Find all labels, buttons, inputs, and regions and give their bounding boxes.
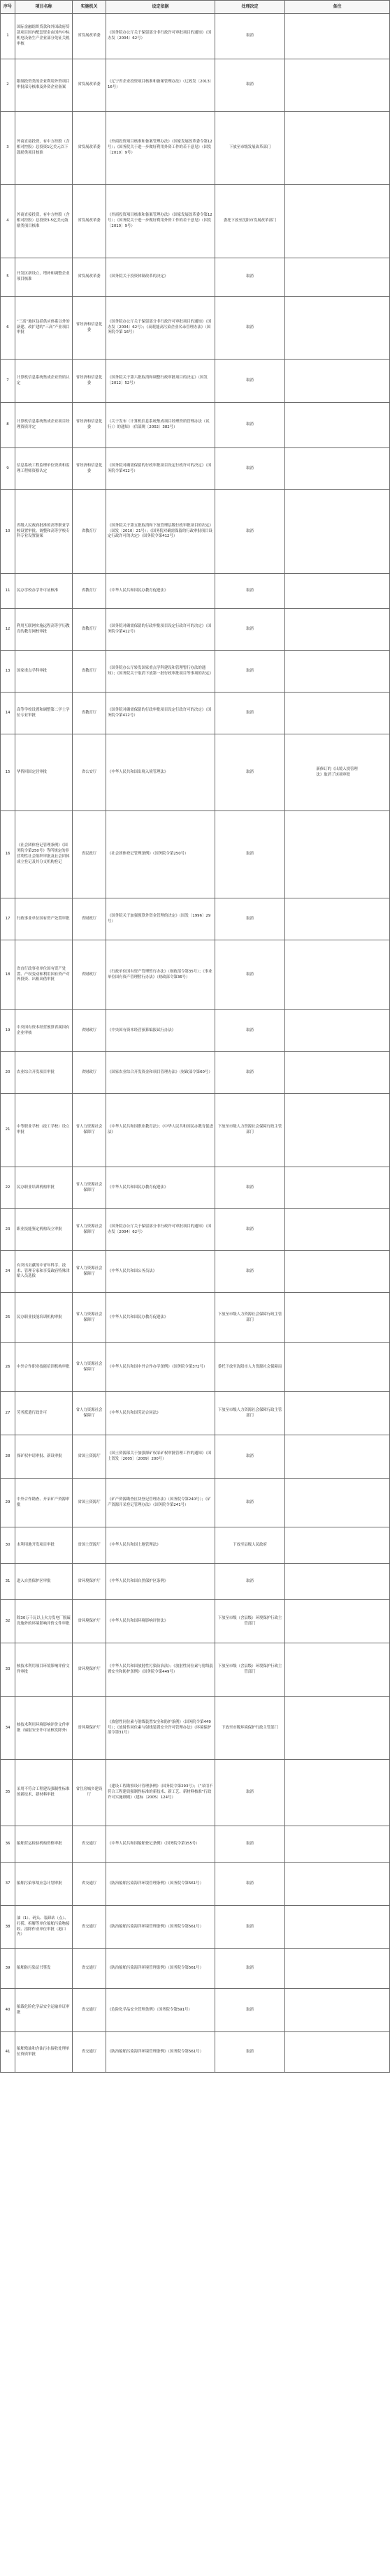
cell-remark xyxy=(285,1906,390,1949)
cell-remark xyxy=(285,14,390,59)
table-header-row xyxy=(0,0,390,14)
header-no: 序号 xyxy=(0,0,15,14)
cell-decision: 取消 xyxy=(215,490,285,574)
cell-no: 40 xyxy=(0,1989,15,2032)
table-row xyxy=(0,1760,390,1826)
cell-no: 3 xyxy=(0,112,15,185)
cell-basis: 《国土资源部关于加强探矿权采矿权审批管理工作的通知》（国土资发〔2005〕〔2009〕200号） xyxy=(106,1435,215,1479)
cell-decision: 取消 xyxy=(215,811,285,898)
cell-remark xyxy=(285,651,390,693)
cell-remark xyxy=(285,490,390,574)
table-row xyxy=(0,1010,390,1052)
table-row xyxy=(0,1167,390,1209)
cell-agency: 省住房城乡建设厅 xyxy=(73,1760,106,1826)
cell-no: 34 xyxy=(0,1697,15,1760)
cell-decision: 取消 xyxy=(215,1989,285,2032)
cell-no: 36 xyxy=(0,1826,15,1863)
cell-no: 13 xyxy=(0,651,15,693)
cell-remark xyxy=(285,1826,390,1863)
table-row xyxy=(0,1293,390,1343)
cell-decision: 下放至市级（含县级）环境保护行政主管部门 xyxy=(215,1600,285,1643)
cell-no: 17 xyxy=(0,898,15,940)
cell-agency: 省财政厅 xyxy=(73,940,106,1010)
table-row xyxy=(0,360,390,403)
cell-name: “三高”地区包括供应体系以外的新建、改扩建的“三高”产业项目审批 xyxy=(15,297,73,360)
cell-no: 27 xyxy=(0,1392,15,1435)
cell-decision: 取消 xyxy=(215,59,285,112)
table-row xyxy=(0,1906,390,1949)
cell-basis: 《中华人民共和国职业教育法》；《中华人民共和国民办教育促进法》 xyxy=(106,1094,215,1167)
table-row xyxy=(0,1251,390,1293)
cell-remark xyxy=(285,59,390,112)
cell-basis: 《国务院对确需保留的行政审批项目设定行政许可的决定》（国务院令第412号） xyxy=(106,609,215,651)
cell-decision: 下放至市级人力资源社会保障行政主管部门 xyxy=(215,1392,285,1435)
cell-remark xyxy=(285,448,390,490)
cell-name: 除30万千瓦以上火力发电厂脱硫设施外的环境影响评价文件审批 xyxy=(15,1600,73,1643)
cell-agency: 省人力资源社会保障厅 xyxy=(73,1293,106,1343)
cell-decision: 取消 xyxy=(215,448,285,490)
cell-decision: 取消 xyxy=(215,940,285,1010)
cell-no: 41 xyxy=(0,2032,15,2073)
cell-remark xyxy=(285,2032,390,2073)
cell-agency: 省教育厅 xyxy=(73,651,106,693)
cell-no: 12 xyxy=(0,609,15,651)
cell-basis: 《危险化学品安全管理条例》（国务院令第591号） xyxy=(106,1989,215,2032)
cell-name: 外商直接投资，有中方控股（含相对控股）总投资1亿美元以下鼓励类项目核准 xyxy=(15,112,73,185)
cell-agency: 省人力资源社会保障厅 xyxy=(73,1343,106,1392)
cell-decision: 取消 xyxy=(215,574,285,609)
cell-remark xyxy=(285,185,390,258)
cell-name: 船舶营运检验机构资格审批 xyxy=(15,1826,73,1863)
table-row xyxy=(0,693,390,734)
cell-basis: 《国务院办公厅关于保留部分非行政许可审批项目的通知》（国办发〔2004〕62号） xyxy=(106,1209,215,1251)
cell-name: 民办职业技能培训机构审批 xyxy=(15,1293,73,1343)
cell-name: 《社会团体登记管理条例》《国务院令第250号》等所规定的非营利性社会组织审批及社会团体成立登记及其分支机构登记 xyxy=(15,811,73,898)
cell-decision: 委托下放至沈阳市发展改革部门 xyxy=(215,185,285,258)
cell-remark xyxy=(285,734,390,811)
cell-basis: 《国家农业综合开发资金和项目管理办法》（财政部令第60号） xyxy=(106,1052,215,1094)
cell-no: 5 xyxy=(0,258,15,297)
cell-no: 4 xyxy=(0,185,15,258)
header-name: 项目名称 xyxy=(15,0,73,14)
cell-basis: 《中华人民共和国民办教育促进法》 xyxy=(106,1293,215,1343)
cell-name: 华侨回国定居审批 xyxy=(15,734,73,811)
cell-agency: 省交通厅 xyxy=(73,1863,106,1906)
cell-agency: 省交通厅 xyxy=(73,2032,106,2073)
cell-no: 35 xyxy=(0,1760,15,1826)
cell-remark xyxy=(285,898,390,940)
cell-name: 外商直接投资，有中方控股（含相对控股）总投资3-5亿美元鼓励类项目核准 xyxy=(15,185,73,258)
cell-no: 7 xyxy=(0,360,15,403)
cell-decision: 下放至市级人力资源社会保障行政主管部门 xyxy=(215,1293,285,1343)
cell-no: 16 xyxy=(0,811,15,898)
cell-agency: 省财政厅 xyxy=(73,1052,106,1094)
cell-decision: 取消 xyxy=(215,609,285,651)
cell-remark xyxy=(285,1527,390,1564)
cell-decision: 取消 xyxy=(215,1479,285,1527)
table-row xyxy=(0,1697,390,1760)
cell-remark xyxy=(285,1989,390,2032)
cell-agency: 省人力资源社会保障厅 xyxy=(73,1167,106,1209)
table-row xyxy=(0,1479,390,1527)
cell-decision: 下放至市级人力资源社会保障行政主管部门 xyxy=(215,1094,285,1167)
table-row xyxy=(0,574,390,609)
cell-remark xyxy=(285,1293,390,1343)
cell-agency: 省教育厅 xyxy=(73,574,106,609)
cell-agency: 省发展改革委 xyxy=(73,258,106,297)
cell-name: 进入自然保护区审批 xyxy=(15,1564,73,1600)
cell-no: 26 xyxy=(0,1343,15,1392)
cell-no: 21 xyxy=(0,1094,15,1167)
cell-basis: 《国务院办公厅关于保留部分非行政许可审批项目的通知》（国办发〔2004〕62号） xyxy=(106,14,215,59)
table-row xyxy=(0,1527,390,1564)
cell-no: 9 xyxy=(0,448,15,490)
cell-name: 信息系统工程监理单位资质和监理工程师资格认定 xyxy=(15,448,73,490)
cell-name: 利用互联网实施远程高等学历教育的教育网校审批 xyxy=(15,609,73,651)
cell-remark xyxy=(285,1209,390,1251)
cell-agency: 省经济和信息化委 xyxy=(73,360,106,403)
cell-basis: 《中华人民共和国放射性污染防治法》；《放射性同位素与射线装置安全和防护条例》（国务院令第449号） xyxy=(106,1643,215,1697)
cell-remark xyxy=(285,1010,390,1052)
cell-remark xyxy=(285,1949,390,1989)
cell-basis: 《国务院对确需保留的行政审批项目设定行政许可的决定》（国务院令第412号） xyxy=(106,693,215,734)
header-basis: 设定依据 xyxy=(106,0,215,14)
table-row xyxy=(0,59,390,112)
cell-no: 22 xyxy=(0,1167,15,1209)
cell-name: 省级人民政府批准的高等职业学校设置审批、调整和高等学校专科专业设置备案 xyxy=(15,490,73,574)
table-row xyxy=(0,14,390,59)
cell-decision: 取消 xyxy=(215,1251,285,1293)
cell-agency: 省环境保护厅 xyxy=(73,1600,106,1643)
cell-basis: 《辽宁省企业投资项目核准和备案管理办法》（辽政发〔2013〕16号） xyxy=(106,59,215,112)
cell-basis: 《中华人民共和国中外合作办学条例》（国务院令第372号） xyxy=(106,1343,215,1392)
cell-agency: 省发展改革委 xyxy=(73,185,106,258)
cell-basis: 《防治船舶污染海洋环境管理条例》（国务院令第561号） xyxy=(106,1949,215,1989)
cell-decision: 取消 xyxy=(215,1209,285,1251)
table-row xyxy=(0,297,390,360)
cell-agency: 省国土资源厅 xyxy=(73,1435,106,1479)
cell-no: 37 xyxy=(0,1863,15,1906)
cell-decision: 取消 xyxy=(215,1760,285,1826)
cell-agency: 省公安厅 xyxy=(73,734,106,811)
header-agency: 实施机关 xyxy=(73,0,106,14)
cell-basis: 《中华人民共和国出境入境管理法》 xyxy=(106,734,215,811)
cell-remark xyxy=(285,1760,390,1826)
cell-remark xyxy=(285,1052,390,1094)
table-row xyxy=(0,609,390,651)
cell-remark xyxy=(285,1167,390,1209)
table-row xyxy=(0,1949,390,1989)
cell-remark xyxy=(285,940,390,1010)
cell-agency: 省经济和信息化委 xyxy=(73,297,106,360)
table-row xyxy=(0,1052,390,1094)
cell-decision: 取消 xyxy=(215,1435,285,1479)
cell-no: 20 xyxy=(0,1052,15,1094)
cell-name: 核技术利用环境影响评价文件审批（辐射安全许可证核发除外） xyxy=(15,1697,73,1760)
cell-agency: 省发展改革委 xyxy=(73,59,106,112)
cell-remark xyxy=(285,1435,390,1479)
cell-name: 船舶污染事故应急计划审批 xyxy=(15,1863,73,1906)
cell-decision: 取消 xyxy=(215,1949,285,1989)
cell-remark xyxy=(285,1600,390,1643)
cell-no: 14 xyxy=(0,693,15,734)
cell-name: 限制投资类的企业利用外资项目审批部分核准及外资企业备案 xyxy=(15,59,73,112)
table-row xyxy=(0,448,390,490)
cell-remark xyxy=(285,574,390,609)
cell-name: 高等学校设置和调整第二学士学位专业审批 xyxy=(15,693,73,734)
cell-no: 38 xyxy=(0,1906,15,1949)
cell-no: 1 xyxy=(0,14,15,59)
cell-name: 核技术利用项目环境影响评价文件审批 xyxy=(15,1643,73,1697)
cell-agency: 省民政厅 xyxy=(73,811,106,898)
cell-agency: 省教育厅 xyxy=(73,490,106,574)
cell-basis: 《中央国有资本经营预算编报试行办法》 xyxy=(106,1010,215,1052)
cell-no: 19 xyxy=(0,1010,15,1052)
cell-name: 油（1）、码头、装卸站（点）、打捞、拆解等单位船舶污染物接收、清除作业单位审批（港口内） xyxy=(15,1906,73,1949)
table-row xyxy=(0,1209,390,1251)
cell-name: 船载危险化学品安全运输单证审批 xyxy=(15,1989,73,2032)
cell-basis: 《国务院对确需保留的行政审批项目设定行政许可的决定》（国务院令第412号） xyxy=(106,448,215,490)
cell-agency: 省交通厅 xyxy=(73,1949,106,1989)
cell-remark xyxy=(285,1479,390,1527)
table-row xyxy=(0,940,390,1010)
cell-remark xyxy=(285,609,390,651)
table-row xyxy=(0,1863,390,1906)
cell-name: 民办职业培训机构审批 xyxy=(15,1167,73,1209)
cell-name: 中央国有资本经营预算省属国有企业审核 xyxy=(15,1010,73,1052)
cell-no: 32 xyxy=(0,1600,15,1643)
cell-basis: 《行政单位国有资产管理暂行办法》（财政部令第35号）；《事业单位国有资产管理暂行办法》（财政部令第36号） xyxy=(106,940,215,1010)
cell-decision: 取消 xyxy=(215,1010,285,1052)
cell-decision: 下放至市级（含县级）环境保护行政主管部门 xyxy=(215,1643,285,1697)
table-row xyxy=(0,1564,390,1600)
cell-name: 船舶残油和含油污水接收处理单位资质审批 xyxy=(15,2032,73,2073)
cell-basis: 《国务院关于第六批取消和调整行政审批项目的决定》（国发〔2012〕52号） xyxy=(106,360,215,403)
cell-name: 探矿权申请审批、新设审批 xyxy=(15,1435,73,1479)
cell-name: 省直行政事业单位国有资产处置、产权变动和利用国有资产对外投资、出租出借审批 xyxy=(15,940,73,1010)
cell-basis: 《外商投资项目核准和备案管理办法》（国家发展改革委令第12号）；《国务院关于进一步做好利用外资工作的若干意见》（国发〔2010〕9号） xyxy=(106,112,215,185)
cell-no: 28 xyxy=(0,1435,15,1479)
cell-basis: 《防治船舶污染海洋环境管理条例》（国务院令第561号） xyxy=(106,2032,215,2073)
cell-remark xyxy=(285,1564,390,1600)
cell-basis: 《防治船舶污染海洋环境管理条例》（国务院令第561号） xyxy=(106,1906,215,1949)
cell-agency: 省发展改革委 xyxy=(73,14,106,59)
cell-agency: 省交通厅 xyxy=(73,1826,106,1863)
cell-agency: 省财政厅 xyxy=(73,898,106,940)
cell-remark xyxy=(285,360,390,403)
cell-no: 33 xyxy=(0,1643,15,1697)
cell-agency: 省发展改革委 xyxy=(73,112,106,185)
cell-no: 8 xyxy=(0,403,15,448)
cell-decision: 取消 xyxy=(215,2032,285,2073)
cell-basis: 《国务院关于投资体制改革的决定》 xyxy=(106,258,215,297)
cell-decision: 取消 xyxy=(215,651,285,693)
cell-agency: 省环境保护厅 xyxy=(73,1697,106,1760)
cell-decision: 取消 xyxy=(215,403,285,448)
cell-basis: 《中华人民共和国土地管理法》 xyxy=(106,1527,215,1564)
cell-decision: 取消 xyxy=(215,1167,285,1209)
table-row xyxy=(0,1343,390,1392)
cell-remark xyxy=(285,1697,390,1760)
cell-agency: 省国土资源厅 xyxy=(73,1479,106,1527)
cell-name: 国际金融组织贷款和外国政府贷款项目国内配套资金由国内中标机电设备生产企业部分免征关税审核 xyxy=(15,14,73,59)
cell-basis: 《中华人民共和国民办教育促进法》 xyxy=(106,1167,215,1209)
table-row xyxy=(0,734,390,811)
cell-basis: 《中华人民共和国自然保护区条例》 xyxy=(106,1564,215,1600)
cell-name: 采用不符合工程建设强制性标准的新技术、新材料审批 xyxy=(15,1760,73,1826)
header-remark: 备注 xyxy=(285,0,390,14)
cell-name: 民办学校办学许可证核准 xyxy=(15,574,73,609)
table-row xyxy=(0,651,390,693)
cell-name: 劳务派遣行政许可 xyxy=(15,1392,73,1435)
cell-no: 31 xyxy=(0,1564,15,1600)
table-row xyxy=(0,1643,390,1697)
cell-name: 农业综合开发项目审批 xyxy=(15,1052,73,1094)
table-row xyxy=(0,1094,390,1167)
cell-name: 国家重点学科审批 xyxy=(15,651,73,693)
cell-decision: 取消 xyxy=(215,734,285,811)
table-row xyxy=(0,258,390,297)
cell-basis: 《中华人民共和国公务员法》 xyxy=(106,1251,215,1293)
cell-name: 职业技能鉴定机构设立审批 xyxy=(15,1209,73,1251)
cell-agency: 省财政厅 xyxy=(73,1010,106,1052)
cell-remark xyxy=(285,1643,390,1697)
cell-no: 18 xyxy=(0,940,15,1010)
cell-no: 6 xyxy=(0,297,15,360)
cell-agency: 省人力资源社会保障厅 xyxy=(73,1392,106,1435)
cell-decision: 取消 xyxy=(215,693,285,734)
cell-remark xyxy=(285,811,390,898)
table-row xyxy=(0,1989,390,2032)
cell-agency: 省人力资源社会保障厅 xyxy=(73,1094,106,1167)
cell-decision: 取消 xyxy=(215,1564,285,1600)
cell-name: 未利用地开发项目审批 xyxy=(15,1527,73,1564)
cell-remark xyxy=(285,258,390,297)
cell-name: 行政事业单位国有资产处置审批 xyxy=(15,898,73,940)
cell-name: 有突出贡献的中青年科学、技术、管理专家和享受政府特殊津贴人员选拔 xyxy=(15,1251,73,1293)
header-decision: 处理决定 xyxy=(215,0,285,14)
cell-agency: 省环境保护厅 xyxy=(73,1564,106,1600)
cell-agency: 省环境保护厅 xyxy=(73,1643,106,1697)
table-row xyxy=(0,490,390,574)
cell-decision: 取消 xyxy=(215,1863,285,1906)
cell-agency: 省交通厅 xyxy=(73,1989,106,2032)
cell-no: 39 xyxy=(0,1949,15,1989)
cell-basis: 《国务院关于加强预算外资金管理的决定》（国发〔1996〕29号） xyxy=(106,898,215,940)
cell-remark xyxy=(285,1392,390,1435)
cell-no: 25 xyxy=(0,1293,15,1343)
cell-remark xyxy=(285,1094,390,1167)
cell-decision: 取消 xyxy=(215,1826,285,1863)
cell-agency: 省交通厅 xyxy=(73,1906,106,1949)
cell-name: 计算机信息系统集成企业项目经理资质评定 xyxy=(15,403,73,448)
table-row xyxy=(0,403,390,448)
table-row xyxy=(0,185,390,258)
cell-remark xyxy=(285,297,390,360)
cell-basis: 《关于发布〈计算机信息系统集成项目经理资质管理办法（试行）〉的通知》（信部规〔2002〕382号） xyxy=(106,403,215,448)
cell-name: 开发区新设立，增补和调整企业项目核准 xyxy=(15,258,73,297)
table-row xyxy=(0,112,390,185)
cell-basis: 《中华人民共和国民办教育促进法》 xyxy=(106,574,215,609)
cell-no: 29 xyxy=(0,1479,15,1527)
cell-agency: 省人力资源社会保障厅 xyxy=(73,1251,106,1293)
cell-basis: 《防治船舶污染海洋环境管理条例》（国务院令第561号） xyxy=(106,1863,215,1906)
cell-decision: 取消 xyxy=(215,1052,285,1094)
cell-decision: 取消 xyxy=(215,258,285,297)
cell-decision: 取消 xyxy=(215,14,285,59)
cell-basis: 《国务院办公厅关于保留部分非行政许可审批项目的通知》（国办发〔2004〕62号）；《高耗能高污染企业名录管理办法》（国务院令第 16号） xyxy=(106,297,215,360)
cell-no: 24 xyxy=(0,1251,15,1293)
cell-name: 中外合作勘查、开采矿产资源审批 xyxy=(15,1479,73,1527)
cell-name: 中等职业学校（技工学校）设立审批 xyxy=(15,1094,73,1167)
remark-text: 新修订的《出境入境管理法》取消了该项审批 xyxy=(316,767,358,777)
table-row xyxy=(0,811,390,898)
cell-decision: 委托下放至沈阳市人力资源社会保障局 xyxy=(215,1343,285,1392)
cell-basis: 《放射性同位素与射线装置安全和防护条例》（国务院令第449号）；《放射性同位素与射线装置安全许可管理办法》（环境保护部令第31号） xyxy=(106,1697,215,1760)
table-row xyxy=(0,1392,390,1435)
cell-basis: 《外商投资项目核准和备案管理办法》（国家发展改革委令第12号）；《国务院关于进一步做好利用外资工作的若干意见》（国发〔2010〕9号） xyxy=(106,185,215,258)
cell-remark xyxy=(285,1251,390,1293)
table-row xyxy=(0,2032,390,2073)
cell-name: 计算机信息系统集成企业资质认定 xyxy=(15,360,73,403)
cell-agency: 省教育厅 xyxy=(73,609,106,651)
cell-decision: 取消 xyxy=(215,1906,285,1949)
cell-name: 船舶防污染证书签发 xyxy=(15,1949,73,1989)
cell-remark xyxy=(285,112,390,185)
cell-decision: 下放至县级人民政府 xyxy=(215,1527,285,1564)
cell-agency: 省国土资源厅 xyxy=(73,1527,106,1564)
table-row xyxy=(0,898,390,940)
cell-basis: 《国务院办公厅转发国家重点学科建设和管理暂行办法的通知》；《国务院关于取消下放第一批行政审批项目等事项的决定》 xyxy=(106,651,215,693)
cell-remark xyxy=(285,1343,390,1392)
cell-decision: 下放至市级发展改革部门 xyxy=(215,112,285,185)
cell-basis: 《矿产资源勘查区块登记管理办法》（国务院令第240号）；《矿产资源开采登记管理办法》（国务院令第241号） xyxy=(106,1479,215,1527)
cell-no: 2 xyxy=(0,59,15,112)
table-row xyxy=(0,1435,390,1479)
cell-no: 10 xyxy=(0,490,15,574)
cell-agency: 省经济和信息化委 xyxy=(73,448,106,490)
cell-remark xyxy=(285,403,390,448)
cell-agency: 省人力资源社会保障厅 xyxy=(73,1209,106,1251)
cell-remark xyxy=(285,693,390,734)
table-row xyxy=(0,1826,390,1863)
cell-basis: 《建设工程勘察设计管理条例》（国务院令第293号）；《“采用不符合工程建设强制性标准的新技术、新工艺、新材料核准”行政许可实施细则》（建标〔2005〕124号） xyxy=(106,1760,215,1826)
cell-agency: 省教育厅 xyxy=(73,693,106,734)
cell-decision: 下放至市级环境保护行政主管部门 xyxy=(215,1697,285,1760)
cell-basis: 《中华人民共和国船舶登记条例》（国务院令第155号） xyxy=(106,1826,215,1863)
cell-name: 中外合作职业技能培训机构审批 xyxy=(15,1343,73,1392)
cell-remark xyxy=(285,1863,390,1906)
cell-agency: 省经济和信息化委 xyxy=(73,403,106,448)
cell-no: 30 xyxy=(0,1527,15,1564)
cell-decision: 取消 xyxy=(215,898,285,940)
cell-basis: 《中华人民共和国环境影响评价法》 xyxy=(106,1600,215,1643)
table-row xyxy=(0,1600,390,1643)
cell-basis: 《国务院关于第五批取消和下放管理层级行政审批项目的决定》（国发〔2010〕21号）；《国务院对确需保留的行政审批项目设定行政许可的决定》（国务院令第412号） xyxy=(106,490,215,574)
cell-decision: 取消 xyxy=(215,360,285,403)
cell-no: 23 xyxy=(0,1209,15,1251)
cell-basis: 《社会团体登记管理条例》（国务院令第250号） xyxy=(106,811,215,898)
cell-no: 15 xyxy=(0,734,15,811)
cell-basis: 《中华人民共和国劳动合同法》 xyxy=(106,1392,215,1435)
cell-decision: 取消 xyxy=(215,297,285,360)
cell-no: 11 xyxy=(0,574,15,609)
